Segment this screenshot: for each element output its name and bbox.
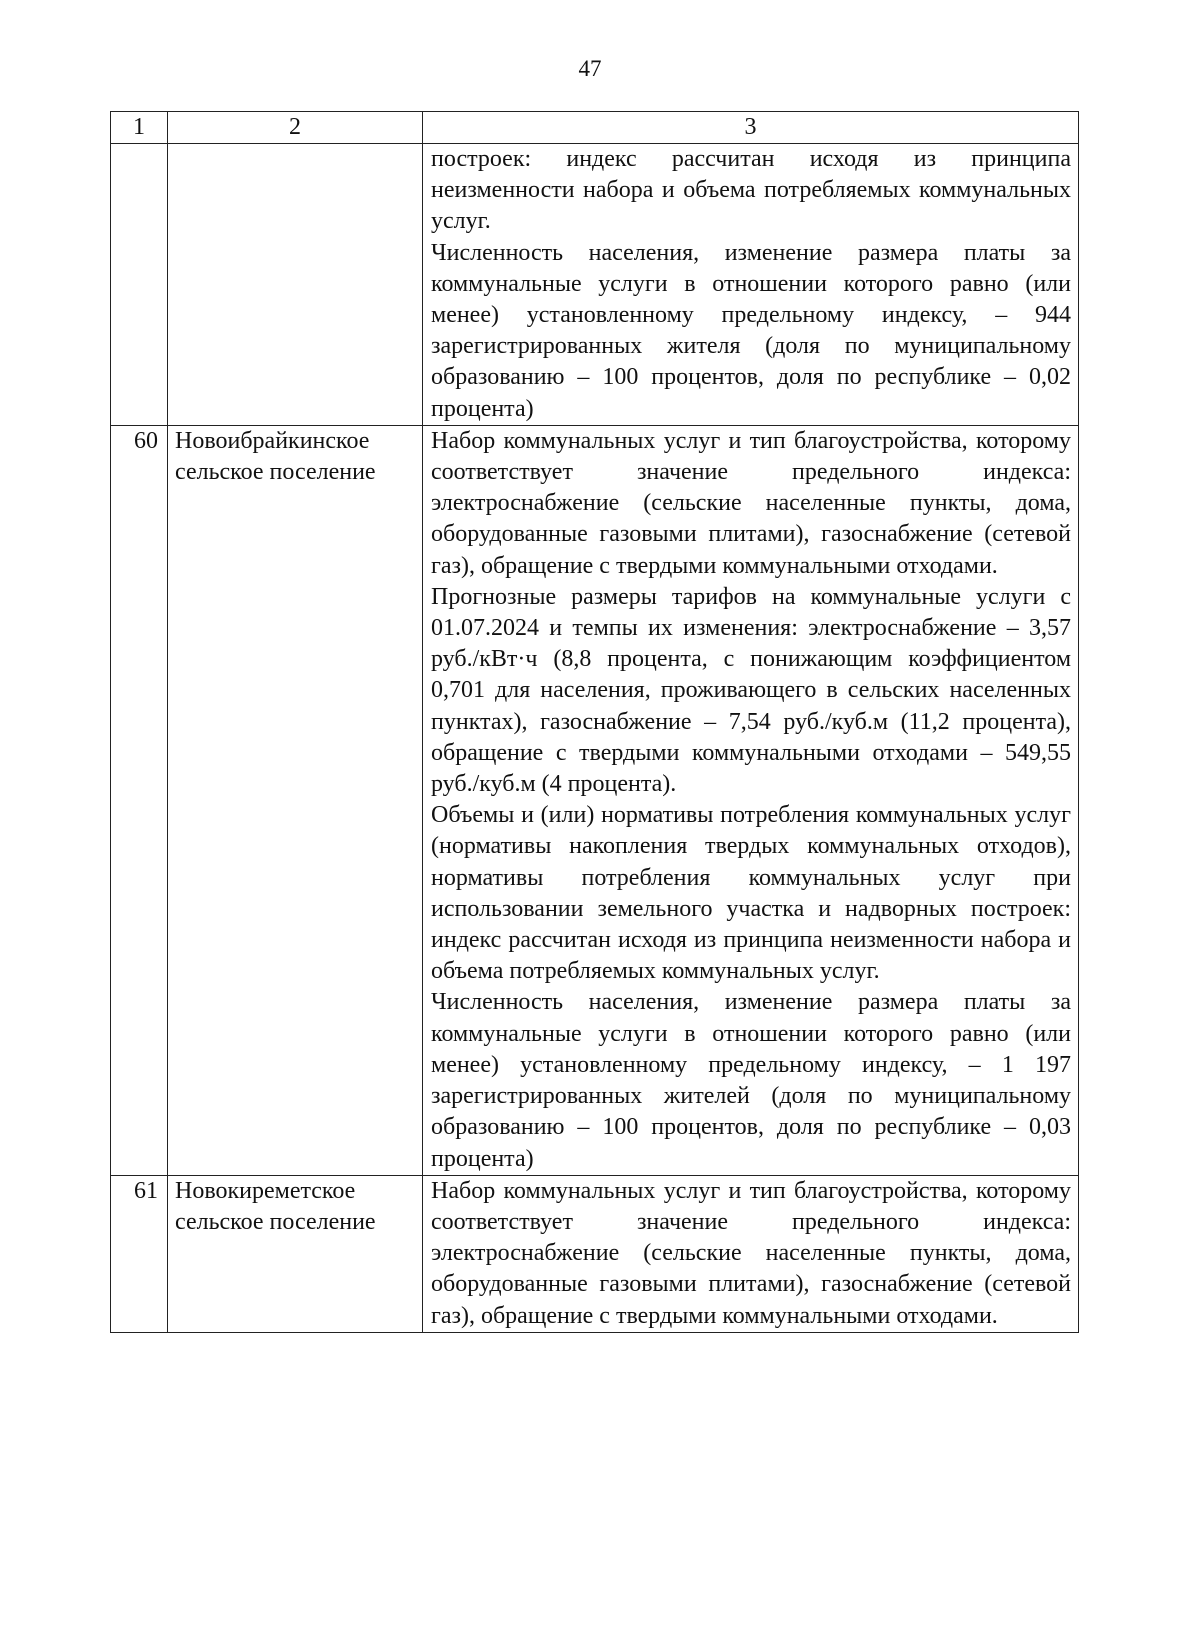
table-header-row [111,112,1079,144]
description-paragraph: Набор коммунальных услуг и тип благоустройства, которому соответствует значение предельного индекса: электроснабжение (сельские населенные пункты, дома, оборудованные газовыми плитами), газоснабжение (сетевой газ), обращение с твердыми коммунальными отходами. [431,1177,1071,1329]
column-header-3: 3 [423,112,1079,144]
description-cell [423,1175,1079,1332]
description-paragraph: построек: индекс рассчитан исходя из принципа неизменности набора и объема потребляемых коммунальных услуг. [431,146,1071,235]
settlement-name-line: сельское поселение [175,459,376,486]
description-paragraph: Численность населения, изменение размера платы за коммунальные услуги в отношении которого равно (или менее) установленному предельному индексу, – 944 зарегистрированных жителя (доля по муниципальному образованию – 100 процентов, доля по республике – 0,02 процента) [431,239,1071,422]
settlement-name-line: Новоибрайкинское [175,427,370,454]
column-header-1: 1 [111,112,168,144]
settlement-name [168,1175,423,1332]
tariff-table [110,111,1079,1333]
settlement-name-line: сельское поселение [175,1208,376,1235]
settlement-name [168,425,423,1175]
table-row [111,144,1079,426]
row-number: 61 [111,1175,168,1332]
table-row [111,425,1079,1175]
description-cell [423,144,1079,426]
page-number: 47 [578,56,602,81]
settlement-name [168,144,423,426]
description-paragraph: Объемы и (или) нормативы потребления коммунальных услуг (нормативы накопления твердых коммунальных отходов), нормативы потребления коммунальных услуг при использовании земельного участка и надворных построек: индекс рассчитан исходя из принципа неизменности набора и объема потребляемых коммунальных услуг. [431,802,1071,985]
table-row [111,1175,1079,1332]
row-number: 60 [111,425,168,1175]
description-paragraph: Численность населения, изменение размера платы за коммунальные услуги в отношении которого равно (или менее) установленному предельному индексу, – 1 197 зарегистрированных жителей (доля по муниципальному образованию – 100 процентов, доля по республике – 0,03 процента) [431,989,1071,1172]
description-paragraph: Набор коммунальных услуг и тип благоустройства, которому соответствует значение предельного индекса: электроснабжение (сельские населенные пункты, дома, оборудованные газовыми плитами), газоснабжение (сетевой газ), обращение с твердыми коммунальными отходами. [431,427,1071,579]
description-cell [423,425,1079,1175]
row-number [111,144,168,426]
settlement-name-line: Новокиреметское [175,1177,356,1204]
column-header-2: 2 [168,112,423,144]
description-paragraph: Прогнозные размеры тарифов на коммунальные услуги с 01.07.2024 и темпы их изменения: электроснабжение – 3,57 руб./кВт·ч (8,8 процента, с понижающим коэффициентом 0,701 для населения, проживающего в сельских населенных пунктах), газоснабжение – 7,54 руб./куб.м (11,2 процента), обращение с твердыми коммунальными отходами – 549,55 руб./куб.м (4 процента). [431,583,1071,798]
